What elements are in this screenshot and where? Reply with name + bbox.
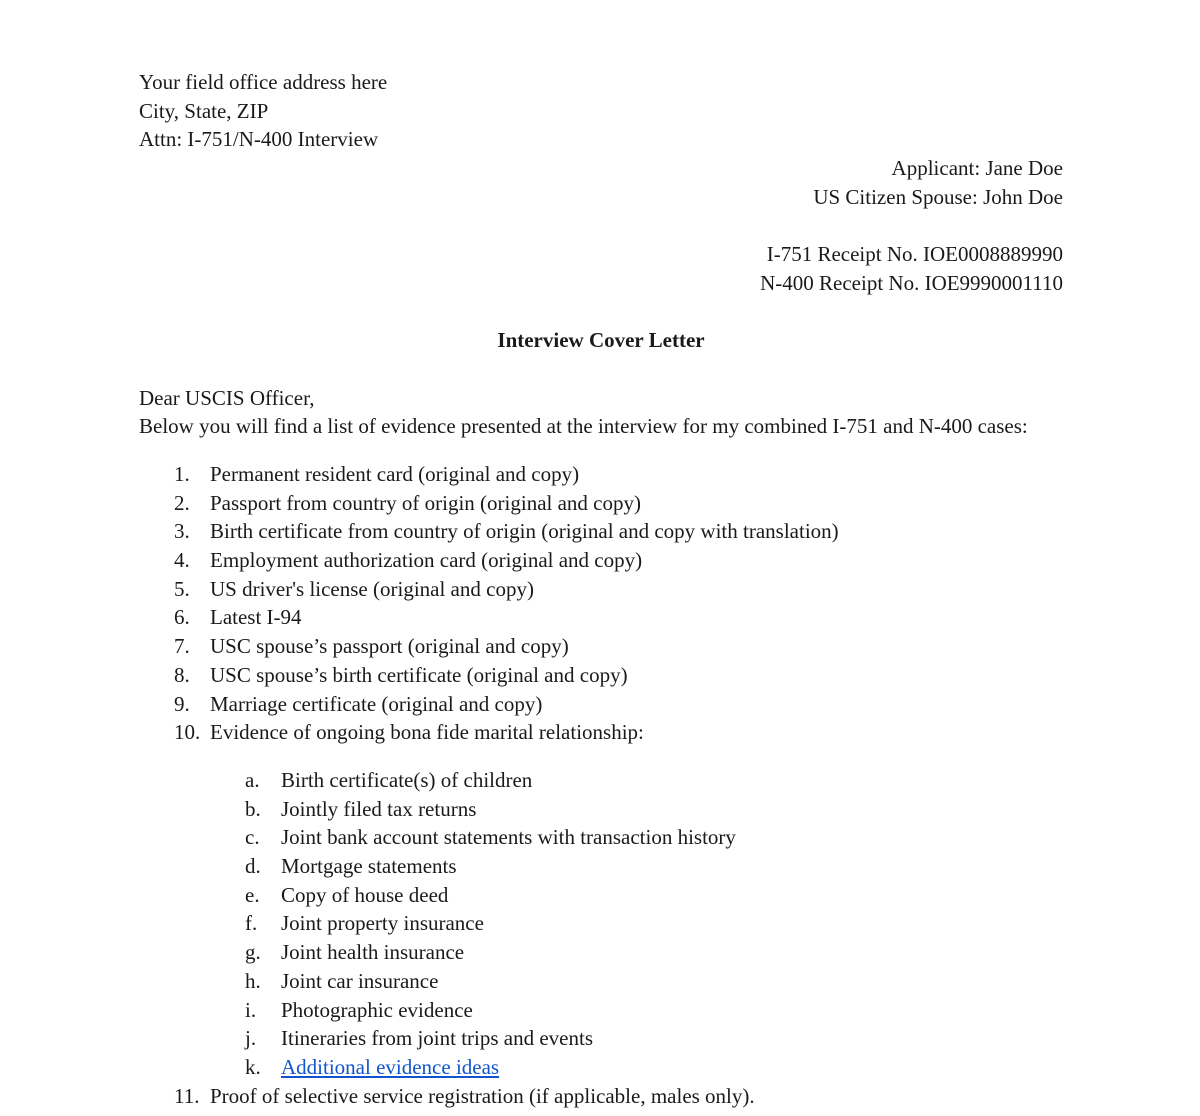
evidence-item xyxy=(139,460,1063,489)
item-text: USC spouse’s passport (original and copy) xyxy=(210,634,569,659)
sub-item-text: Joint bank account statements with transaction history xyxy=(281,825,736,850)
applicant-name: Applicant: Jane Doe xyxy=(891,156,1063,181)
sub-item-letter: j. xyxy=(245,1026,257,1051)
sub-item-text: Photographic evidence xyxy=(281,997,473,1022)
item-number: 10. xyxy=(174,720,201,745)
item-text: Employment authorization card (original and copy) xyxy=(210,548,643,573)
sub-item-letter: a. xyxy=(245,767,260,792)
salutation: Dear USCIS Officer, xyxy=(139,385,315,410)
item-number: 2. xyxy=(174,490,190,515)
field-office-address xyxy=(139,68,1063,154)
sub-evidence-item xyxy=(139,852,1063,881)
address-line-1: Your field office address here xyxy=(139,70,388,94)
sub-item-letter: k. xyxy=(245,1055,261,1079)
sub-evidence-item xyxy=(139,909,1063,938)
i751-receipt-number: I-751 Receipt No. IOE0008889990 xyxy=(766,242,1063,267)
address-line-2: City, State, ZIP xyxy=(139,98,269,123)
item-text: Latest I-94 xyxy=(210,605,302,630)
sub-item-letter: f. xyxy=(245,911,258,936)
spacer xyxy=(139,298,1063,327)
address-attention-line: Attn: I-751/N-400 Interview xyxy=(139,127,379,152)
evidence-item-marital xyxy=(139,718,1063,747)
evidence-item xyxy=(139,632,1063,661)
item-text: Passport from country of origin (original and copy) xyxy=(210,490,641,515)
evidence-item xyxy=(139,489,1063,518)
item-number: 5. xyxy=(174,576,190,601)
additional-evidence-ideas-link[interactable]: Additional evidence ideas xyxy=(281,1055,500,1079)
item-text: Marriage certificate (original and copy) xyxy=(210,691,543,716)
sub-evidence-item xyxy=(139,881,1063,910)
spacer xyxy=(139,211,1063,240)
sub-item-letter: e. xyxy=(245,882,260,907)
sub-item-text: Joint property insurance xyxy=(281,911,484,936)
evidence-item xyxy=(139,546,1063,575)
evidence-list xyxy=(139,460,1063,747)
sub-item-text: Copy of house deed xyxy=(281,882,449,907)
sub-evidence-item xyxy=(139,823,1063,852)
sub-item-text: Itineraries from joint trips and events xyxy=(281,1026,593,1051)
evidence-list-continued xyxy=(139,1082,1063,1111)
evidence-item xyxy=(139,517,1063,546)
marital-evidence-sublist xyxy=(139,766,1063,1082)
spacer xyxy=(139,441,1063,460)
sub-evidence-item xyxy=(139,996,1063,1025)
item-text: Permanent resident card (original and copy) xyxy=(210,461,580,486)
item-number: 4. xyxy=(174,548,190,573)
sub-item-text: Birth certificate(s) of children xyxy=(281,767,533,792)
receipt-numbers xyxy=(139,240,1063,297)
sub-item-text: Joint car insurance xyxy=(281,968,439,993)
item-number: 9. xyxy=(174,691,190,716)
sub-item-letter: h. xyxy=(245,968,261,993)
sub-item-letter: g. xyxy=(245,940,261,965)
sub-item-letter: i. xyxy=(245,997,257,1022)
sub-item-text: Joint health insurance xyxy=(281,940,465,965)
item-number: 6. xyxy=(174,605,190,630)
sub-item-letter: d. xyxy=(245,854,261,879)
cover-letter-document xyxy=(139,68,1063,1110)
spouse-name: US Citizen Spouse: John Doe xyxy=(813,184,1063,209)
item-text: US driver's license (original and copy) xyxy=(210,576,534,601)
sub-item-text: Jointly filed tax returns xyxy=(281,796,477,821)
sub-evidence-item xyxy=(139,938,1063,967)
item-number: 11. xyxy=(174,1083,200,1108)
evidence-item xyxy=(139,603,1063,632)
item-number: 1. xyxy=(174,461,190,486)
item-text: Proof of selective service registration (if applicable, males only). xyxy=(210,1083,755,1108)
item-text: Evidence of ongoing bona fide marital relationship: xyxy=(210,720,644,745)
spacer xyxy=(139,355,1063,384)
item-number: 7. xyxy=(174,634,190,659)
sub-item-letter: c. xyxy=(245,825,260,850)
sub-evidence-item xyxy=(139,795,1063,824)
parties-block xyxy=(139,154,1063,211)
evidence-item xyxy=(139,575,1063,604)
letter-title: Interview Cover Letter xyxy=(497,328,705,353)
evidence-item xyxy=(139,1082,1063,1111)
item-number: 3. xyxy=(174,519,190,544)
sub-item-letter: b. xyxy=(245,796,261,821)
sub-evidence-item xyxy=(139,967,1063,996)
n400-receipt-number: N-400 Receipt No. IOE9990001110 xyxy=(760,270,1063,295)
item-text: USC spouse’s birth certificate (original and copy) xyxy=(210,662,628,687)
sub-evidence-item xyxy=(139,766,1063,795)
item-text: Birth certificate from country of origin (original and copy with translation) xyxy=(210,519,839,544)
item-number: 8. xyxy=(174,662,190,687)
sub-item-text: Mortgage statements xyxy=(281,854,457,879)
evidence-item xyxy=(139,690,1063,719)
sub-evidence-item xyxy=(139,1053,1063,1082)
sub-evidence-item xyxy=(139,1024,1063,1053)
evidence-item xyxy=(139,661,1063,690)
intro-paragraph: Below you will find a list of evidence presented at the interview for my combined I-751 and N-400 cases: xyxy=(139,414,1028,439)
